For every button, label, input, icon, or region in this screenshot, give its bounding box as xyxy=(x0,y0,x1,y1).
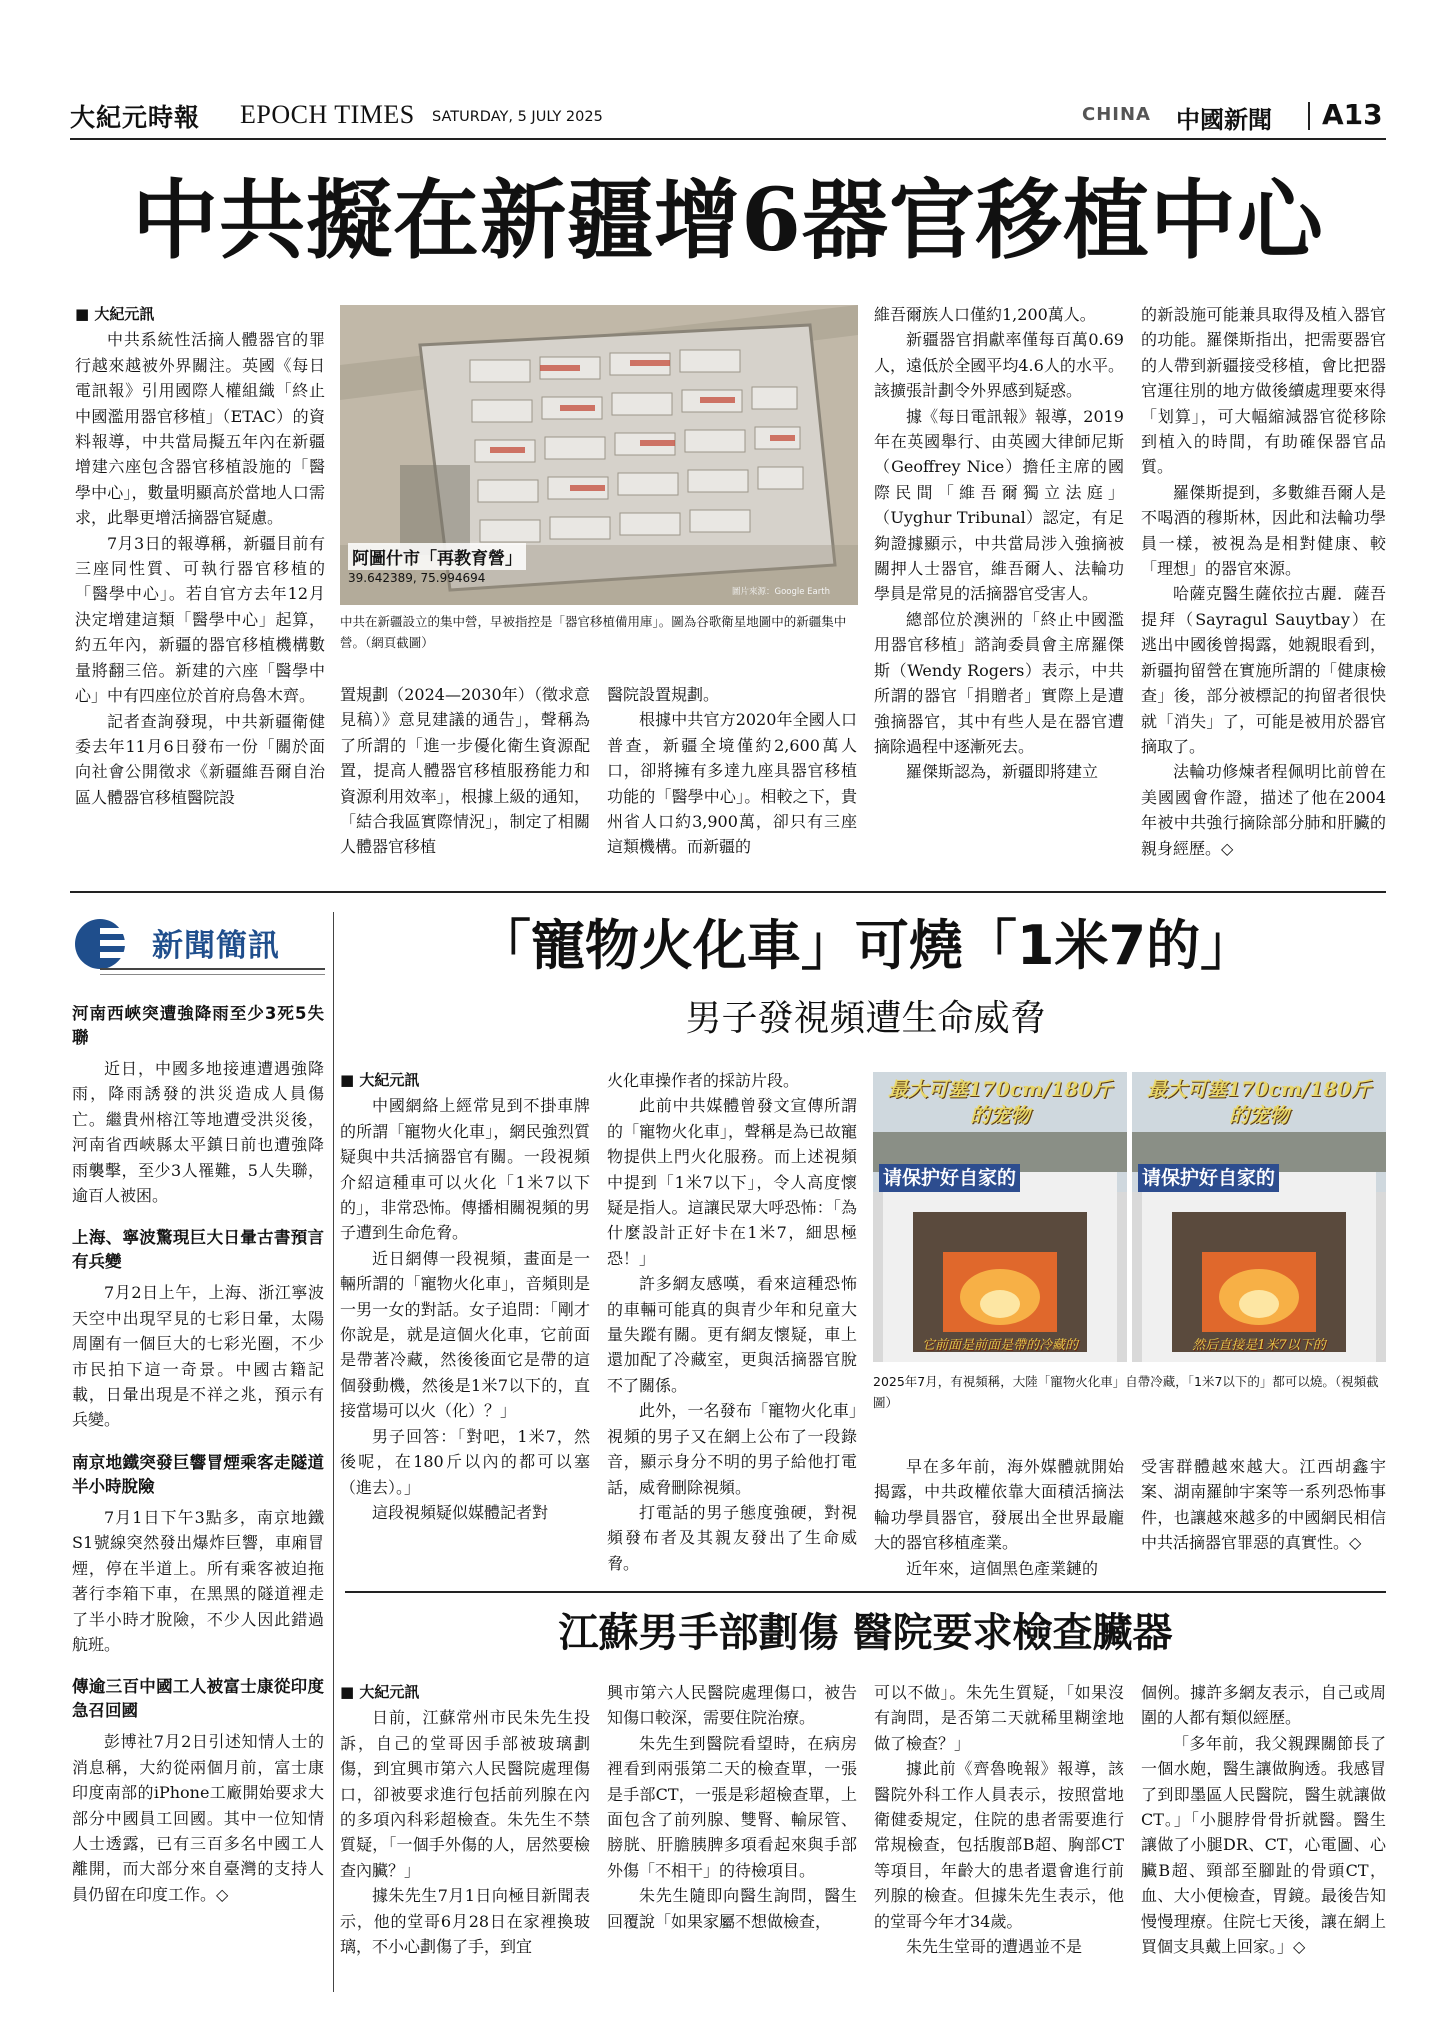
article2-col4 xyxy=(1141,1454,1386,1580)
article3-byline: ■ 大紀元訊 xyxy=(340,1683,420,1701)
article1-image-caption: 中共在新疆設立的集中營，早被指控是「器官移植備用庫」。圖為谷歌衛星地圖中的新疆集中營。（網頁截圖） xyxy=(340,614,847,650)
article1-col4-p2: 新疆器官捐獻率僅每百萬0.69人，遠低於全國平均4.6人的水平。該擴張計劃令外界感到疑惑。 xyxy=(874,330,1124,401)
article3-col3-p3: 朱先生堂哥的遭遇並不是 xyxy=(906,1937,1083,1957)
article3-col3-p2: 據此前《齊魯晚報》報導，該醫院外科工作人員表示，按照當地衛健委規定，住院的患者需要進行常規檢查，包括腹部B超、胸部CT等項目，年齡大的患者還會進行前列腺的檢查。但據朱先生表示，他的堂哥今年才34歲。 xyxy=(874,1759,1124,1931)
article3-col3-p1: 可以不做」。朱先生質疑，「如果沒有詢問，是否第二天就稀里糊塗地做了檢查？」 xyxy=(874,1683,1124,1753)
article1-col4 xyxy=(874,302,1124,874)
article1-col2-text: 置規劃（2024—2030年）（徵求意見稿）》意見建議的通告」，聲稱為了所謂的「進一步優化衛生資源配置，提高人體器官移植服務能力和資源利用效率」，根據上級的通知，「結合我區實際情況」，制定了相關人體器官移植 xyxy=(340,685,590,857)
article3-col2 xyxy=(607,1680,857,1992)
image-credit: 圖片來源：Google Earth xyxy=(732,587,830,597)
video-right-banner: 请保护好自家的 xyxy=(1138,1164,1279,1192)
article2-col2-p5: 打電話的男子態度強硬，對視頻發布者及其親友發出了生命威脅。 xyxy=(607,1502,857,1573)
brief-body: 彭博社7月2日引述知情人士的消息稱，大約從兩個月前，富士康印度南部的iPhone工廠開始要求大部分中國員工回國。其中一位知情人士透露，已有三百多名中國工人離開，而大部分來自臺灣的支持人員仍留在印度工作。◇ xyxy=(72,1732,324,1904)
article2-col3-p1: 早在多年前，海外媒體就開始揭露，中共政權依靠大面積活摘法輪功學員器官，發展出全世界最龐大的器官移植產業。 xyxy=(874,1457,1124,1553)
article2-bottom-rule xyxy=(345,1591,1386,1593)
article2-col1-p3: 男子回答：「對吧，1米7，然後呢，在180斤以內的都可以塞（進去）。」 xyxy=(340,1426,590,1497)
article1-col5-p3: 哈薩克醫生薩依拉古麗．薩吾提拜（Sayragul Sauytbay）在逃出中國後曾揭露，她親眼看到，新疆拘留營在實施所謂的「健康檢查」後，部分被標記的拘留者很快就「消失」了，可能是被用於器官摘取了。 xyxy=(1141,584,1386,756)
article1-col4-p1: 維吾爾族人口僅約1,200萬人。 xyxy=(874,305,1096,324)
video-left-banner: 请保护好自家的 xyxy=(879,1164,1020,1192)
news-briefs-header xyxy=(70,912,325,978)
brief-body: 7月2日上午，上海、浙江寧波天空中出現罕見的七彩日暈，太陽周圍有一個巨大的七彩光圈，不少市民拍下這一奇景。中國古籍記載，日暈出現是不祥之兆，預示有兵變。 xyxy=(72,1283,324,1430)
video-left-bottom-text: 它前面是前面是帶的冷藏的 xyxy=(921,1338,1078,1353)
article1-headline: 中共擬在新疆增6器官移植中心 xyxy=(132,170,1324,271)
article1-col3 xyxy=(607,682,857,874)
article2-byline: ■ 大紀元訊 xyxy=(340,1071,420,1089)
news-briefs-list xyxy=(72,1002,324,1992)
article3-col4-p2: 「多年前，我父親踝關節長了一個水皰，醫生讓做胸透。我感冒了到即墨區人民醫院，醫生就讓做CT。」「小腿脖骨骨折就醫。醫生讓做了小腿DR、CT，心電圖、心臟B超、頸部至腳趾的骨頭CT，血、大小便檢查，胃鏡。最後告知慢慢理療。住院七天後，讓在網上買個支具戴上回家。」◇ xyxy=(1141,1733,1386,1957)
sidebar-divider xyxy=(333,912,334,1992)
epoch-times-logo-en: EPOCH TIMES xyxy=(240,100,415,129)
section-rule xyxy=(70,891,1386,893)
page-number: A13 xyxy=(1322,98,1383,131)
article3-col2-p1: 興市第六人民醫院處理傷口，被告知傷口較深，需要住院治療。 xyxy=(607,1683,857,1728)
article3-headline: 江蘇男手部劃傷 醫院要求檢查臟器 xyxy=(558,1610,1173,1656)
video-right-bottom-text: 然后直接是1米7以下的 xyxy=(1192,1338,1326,1353)
article1-col4-p4: 總部位於澳洲的「終止中國濫用器官移植」諮詢委員會主席羅傑斯（Wendy Rogers）表示，中共所謂的器官「捐贈者」實際上是遭強摘器官，其中有些人是在器官遭摘除過程中逐漸死去。 xyxy=(874,609,1124,756)
article1-col1 xyxy=(75,302,325,874)
news-briefs-title: 新聞簡訊 xyxy=(152,928,280,964)
pet-cremation-van-screenshots xyxy=(873,1072,1386,1362)
image-coordinates: 39.642389, 75.994694 xyxy=(348,571,486,585)
section-en: CHINA xyxy=(1082,104,1151,125)
image-location-label: 阿圖什市「再教育營」 xyxy=(348,543,526,570)
article1-col5 xyxy=(1141,302,1386,874)
article3-col1-p2: 據朱先生7月1日向極目新聞表示，他的堂哥6月28日在家裡換玻璃，不小心劃傷了手，到宜 xyxy=(340,1886,590,1957)
brief-item xyxy=(72,1451,324,1657)
brief-heading: 河南西峽突遭強降雨至少3死5失聯 xyxy=(72,1004,324,1047)
article3-col4 xyxy=(1141,1680,1386,1992)
article2-col2-p3: 許多網友感嘆，看來這種恐怖的車輛可能真的與青少年和兒童大量失蹤有關。更有網友懷疑，車上還加配了冷藏室，更與活摘器官脫不了關係。 xyxy=(607,1274,857,1395)
video-frame-left xyxy=(873,1072,1127,1362)
article3-col1 xyxy=(340,1680,590,1992)
article1-col1-p2: 7月3日的報導稱，新疆目前有三座同性質、可執行器官移植的「醫學中心」。若自官方去年12月決定增建這類「醫學中心」起算，約五年內，新疆的器官移植機構數量將翻三倍。新建的六座「醫學中心」中有四座位於首府烏魯木齊。 xyxy=(75,533,325,706)
article3-col2-p3: 朱先生隨即向醫生詢問，醫生回覆說「如果家屬不想做檢查， xyxy=(607,1886,857,1931)
section-cn: 中國新聞 xyxy=(1176,106,1272,134)
article2-col3 xyxy=(874,1454,1124,1580)
video-right-top-text: 最大可塞170cm/180斤的宠物 xyxy=(1146,1077,1372,1127)
article1-byline: ■ 大紀元訊 xyxy=(75,305,155,323)
article2-col2-p4: 此外，一名發布「寵物火化車」視頻的男子又在網上公布了一段錄音，顯示身分不明的男子給他打電話，威脅刪除視頻。 xyxy=(607,1401,857,1497)
brief-heading: 上海、寧波驚現巨大日暈古書預言有兵變 xyxy=(72,1228,324,1272)
article1-col5-p1: 的新設施可能兼具取得及植入器官的功能。羅傑斯指出，把需要器官的人帶到新疆接受移植，會比把器官運往別的地方做後續處理要來得「划算」，可大幅縮減器官從移除到植入的時間，有助確保器官品質。 xyxy=(1141,305,1386,477)
article1-col5-p2: 羅傑斯提到，多數維吾爾人是不喝酒的穆斯林，因此和法輪功學員一樣，被視為是相對健康、較「理想」的器官來源。 xyxy=(1141,482,1386,579)
article1-col5-p4: 法輪功修煉者程佩明比前曾在美國國會作證，描述了他在2004年被中共強行摘除部分肺和肝臟的親身經歷。◇ xyxy=(1141,762,1386,858)
article1-col1-p1: 中共系統性活摘人體器官的罪行越來越被外界關注。英國《每日電訊報》引用國際人權組織「終止中國濫用器官移植」（ETAC）的資料報導，中共當局擬五年內在新疆增建六座包含器官移植設施的「醫學中心」，數量明顯高於當地人口需求，此舉更增活摘器官疑慮。 xyxy=(75,330,325,528)
brief-item xyxy=(72,1002,324,1208)
brief-item xyxy=(72,1675,324,1907)
article3-col1-p1: 日前，江蘇常州市民朱先生投訴，自己的堂哥因手部被玻璃劃傷，到宜興市第六人民醫院處理傷口，卻被要求進行包括前列腺在內的多項內科彩超檢查。朱先生不禁質疑，「一個手外傷的人，居然要檢查內臟？」 xyxy=(340,1708,590,1880)
xinjiang-camp-satellite-image xyxy=(340,305,858,605)
masthead xyxy=(70,98,1386,134)
brief-body: 7月1日下午3點多，南京地鐵S1號線突然發出爆炸巨響，車廂冒煙，停在半道上。所有乘客被迫拖著行李箱下車，在黑黑的隧道裡走了半小時才脫險，不少人因此錯過航班。 xyxy=(72,1507,324,1654)
article1-col3-p1: 醫院設置規劃。 xyxy=(607,685,720,704)
article2-subhead: 男子發視頻遭生命威脅 xyxy=(685,998,1046,1039)
article3-col2-p2: 朱先生到醫院看望時，在病房裡看到兩張第二天的檢查單，一張是手部CT，一張是彩超檢查單，上面包含了前列腺、雙腎、輸尿管、膀胱、肝膽胰脾多項看起來與手部外傷「不相干」的待檢項目。 xyxy=(607,1733,857,1880)
article2-col1-p4: 這段視頻疑似媒體記者對 xyxy=(372,1502,549,1522)
article2-col1-p1: 中國網絡上經常見到不掛車牌的所謂「寵物火化車」，網民強烈質疑與中共活摘器官有關。一段視頻介紹這種車可以火化「1米7以下的」，非常恐怖。傳播相關視頻的男子遭到生命危脅。 xyxy=(340,1096,590,1243)
masthead-rule xyxy=(70,138,1386,140)
article2-col2-p2: 此前中共媒體曾發文宣傳所謂的「寵物火化車」，聲稱是為已故寵物提供上門火化服務。而上述視頻中提到「1米7以下」，令人高度懷疑是指人。這讓民眾大呼恐怖：「為什麼設計正好卡在1米7，細思極恐！」 xyxy=(607,1096,857,1268)
article1-col3-p2: 根據中共官方2020年全國人口普查，新疆全境僅約2,600萬人口，卻將擁有多達九座具器官移植功能的「醫學中心」。相較之下，貴州省人口約3,900萬，卻只有三座這類機構。而新疆的 xyxy=(607,710,857,857)
article2-col2 xyxy=(607,1068,857,1580)
brief-heading: 南京地鐵突發巨響冒煙乘客走隧道半小時脫險 xyxy=(72,1452,324,1496)
article2-col1-p2: 近日網傳一段視頻，畫面是一輛所謂的「寵物火化車」，音頻則是一男一女的對話。女子追問：「剛才你說是，就是這個火化車，它前面是帶著冷藏，然後後面它是帶的這個發動機，然後是1米7以下的，直接當場可以火（化）？」 xyxy=(340,1248,590,1421)
news-briefs-logo-icon xyxy=(70,914,140,974)
article2-headline: 「寵物火化車」可燒「1米7的」 xyxy=(476,914,1255,977)
article1-col2 xyxy=(340,682,590,874)
video-frame-right xyxy=(1132,1072,1386,1362)
article2-image-caption: 2025年7月，有視頻稱，大陸「寵物火化車」自帶冷藏，「1米7以下的」都可以燒。（視頻截圖） xyxy=(873,1374,1379,1410)
article2-col3-p2: 近年來，這個黑色產業鏈的 xyxy=(906,1558,1099,1578)
article2-col1 xyxy=(340,1068,590,1580)
article3-col4-p1: 個例。據許多網友表示，自己或周圍的人都有類似經歷。 xyxy=(1141,1683,1386,1728)
news-briefs-underline xyxy=(100,968,325,970)
brief-body: 近日，中國多地接連遭遇強降雨，降雨誘發的洪災造成人員傷亡。繼貴州榕江等地遭受洪災後，河南省西峽縣太平鎮日前也遭強降雨襲擊，至少3人罹難，5人失聯，逾百人被困。 xyxy=(72,1059,324,1206)
news-briefs-underline-2 xyxy=(100,974,325,975)
issue-date: SATURDAY, 5 JULY 2025 xyxy=(432,109,603,125)
video-left-top-text: 最大可塞170cm/180斤的宠物 xyxy=(887,1077,1113,1127)
article2-col2-p1: 火化車操作者的採訪片段。 xyxy=(607,1071,800,1090)
article1-col4-p3: 據《每日電訊報》報導，2019年在英國舉行、由英國大律師尼斯（Geoffrey Nice）擔任主席的國際民間「維吾爾獨立法庭」（Uyghur Tribunal）認定，有足夠證據顯示，中共當局涉入強摘被關押人士器官，維吾爾人、法輪功學員是常見的活摘器官受害人。 xyxy=(874,406,1124,604)
article3-col3 xyxy=(874,1680,1124,1992)
epoch-times-logo-cn: 大紀元時報 xyxy=(70,103,201,132)
article1-col1-p3: 記者查詢發現，中共新疆衛健委去年11月6日發布一份「關於面向社會公開徵求《新疆維吾爾自治區人體器官移植醫院設 xyxy=(75,711,325,807)
article1-col4-p5: 羅傑斯認為，新疆即將建立 xyxy=(906,762,1099,782)
brief-item xyxy=(72,1226,324,1432)
article2-col4-text: 受害群體越來越大。江西胡鑫宇案、湖南羅帥宇案等一系列恐怖事件，也讓越來越多的中國網民相信中共活摘器官罪惡的真實性。◇ xyxy=(1141,1457,1386,1553)
masthead-divider xyxy=(1308,102,1310,130)
brief-heading: 傳逾三百中國工人被富士康從印度急召回國 xyxy=(72,1677,324,1721)
